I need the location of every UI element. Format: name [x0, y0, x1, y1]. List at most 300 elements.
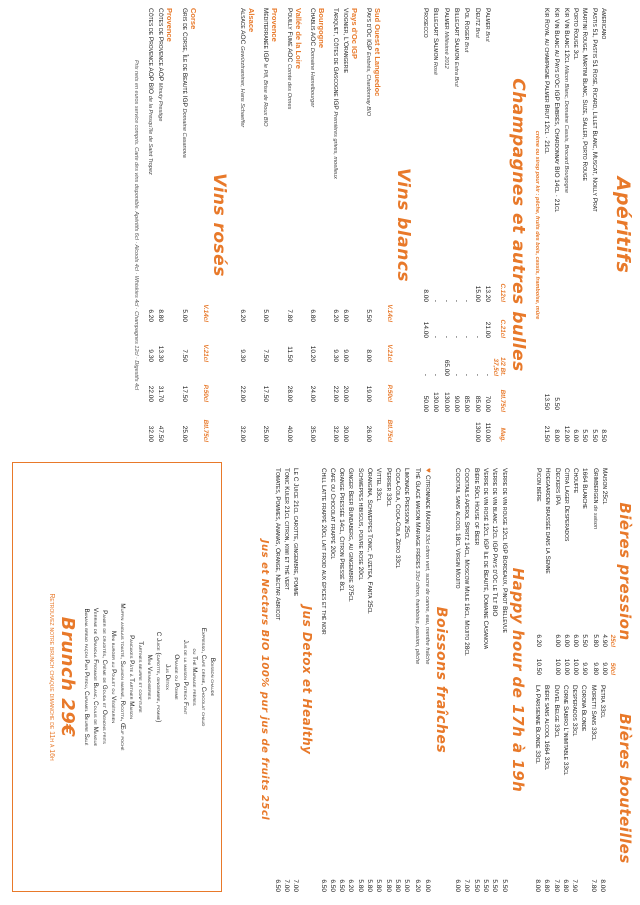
item-price: 40.00	[285, 425, 293, 442]
item-price: 14.00	[422, 321, 430, 338]
item-price: 15.00	[473, 285, 481, 302]
item-price: 6.00	[454, 879, 462, 892]
item-desc: 33cl citron vert, sucre de canne, eau, menthe fraîche	[423, 533, 430, 665]
menu-row	[330, 8, 340, 442]
item-price: 130.00	[473, 422, 481, 442]
item-price: 12.00	[562, 425, 570, 442]
item-name: Pouilly Fumé AOC Comte des Ormes	[285, 8, 293, 110]
item-price: 6.00	[341, 309, 349, 322]
item-price: 13.50	[543, 393, 551, 410]
menu-row	[374, 468, 383, 892]
region-title: Vallée de la Loire	[293, 8, 303, 69]
menu-row	[328, 468, 337, 892]
bieres-bouteilles-title: Bières bouteilles	[616, 713, 634, 864]
item-price: 7.50	[262, 349, 270, 362]
item-price: 5.80	[393, 879, 401, 892]
item-name: Picon bière	[534, 468, 542, 502]
item-name: Billecart Salmon Extra Brut	[453, 8, 461, 87]
item-name: Pol Roger Brut	[463, 8, 471, 53]
item-price: 25.00	[180, 425, 188, 442]
menu-row	[551, 8, 560, 442]
vins-blancs-list	[237, 8, 382, 442]
item-name: 1664 Blanche	[581, 468, 589, 509]
menu-row	[598, 685, 607, 892]
item-name: La Parisienne Blonde 33cl	[533, 685, 541, 764]
item-name: Chill Latte frappé 20cl lait froid aux épices et thé noir	[319, 468, 327, 635]
brunch-line: Pancakes Pâte à Tartiner Maison	[128, 635, 135, 719]
item-price: 6.20	[332, 309, 340, 322]
menu-row	[178, 8, 188, 442]
column-header: 1/2 Bt. 37,5cl	[491, 357, 506, 376]
menu-row	[561, 8, 571, 442]
item-price: 110.00	[483, 422, 491, 442]
menu-row	[421, 8, 430, 442]
item-price: -	[442, 299, 450, 302]
item-name: Hoegaarden brassée dans la Senne	[544, 468, 552, 574]
item-desc: Comte des Ormes	[285, 63, 292, 110]
item-desc: de saison	[591, 505, 598, 530]
item-price: 9.00	[341, 349, 349, 362]
item-price: 7.80	[589, 879, 597, 892]
brunch-line: Jus Détox	[164, 664, 171, 690]
item-price: 6.20	[413, 879, 421, 892]
item-price: 26.00	[364, 425, 372, 442]
brunch-line: Mini Viennoiseries	[146, 654, 153, 700]
item-name: Palmer Brut	[483, 8, 491, 42]
menu-row	[260, 8, 270, 442]
item-price: -	[463, 335, 471, 338]
item-price: 5.80	[384, 879, 392, 892]
bieres-pression-list	[534, 468, 609, 675]
column-header: V.21cl	[385, 344, 393, 362]
item-price: 7.80	[285, 309, 293, 322]
item-price: 7.00	[292, 879, 300, 892]
menu-row	[430, 8, 440, 442]
item-desc: Mâcon Blanc, Domaine Cassis, Brocard Bourgogne	[562, 65, 569, 193]
item-price: 9.30	[332, 349, 340, 362]
item-price: 5.50	[491, 879, 499, 892]
item-name: Citra Lager Desperados	[562, 468, 570, 542]
jus-list	[272, 468, 300, 892]
menu-row	[307, 8, 317, 442]
brunch-line: Panier de crudités, Crème de Gouda et Oignons frits	[101, 610, 108, 744]
column-header: 25cl	[609, 634, 616, 647]
menu-row	[589, 468, 599, 675]
item-name: Duvel Belge 33cl	[552, 685, 560, 738]
item-name: Billecart Salmon Rosé	[432, 8, 440, 75]
item-price: 85.00	[463, 395, 471, 412]
item-price: 5.50	[552, 397, 560, 410]
item-name: Moretti Sans 33cl	[589, 685, 597, 741]
item-price: 6.00	[572, 429, 580, 442]
header-spacer	[386, 8, 393, 282]
boissons-fraiches-list	[318, 468, 433, 892]
header-spacer	[202, 8, 209, 282]
item-name: Cocktails Apérol Spritz 14cl, Moscow Mule 16cl, Mojito 28cl	[463, 468, 471, 656]
item-price: 9.80	[591, 662, 599, 675]
bieres-bouteilles-list	[533, 685, 607, 892]
column-header: V.14cl	[385, 304, 393, 322]
champagnes-header	[492, 8, 506, 442]
item-name: Vittel 33cl	[375, 468, 383, 502]
brunch-line: Verrine de Granola Fromage Blanc, Coulis de Mangue	[92, 607, 99, 747]
menu-row	[561, 685, 570, 892]
item-price: 21.00	[483, 321, 491, 338]
bieres-pression-block	[533, 468, 634, 675]
item-name: Verre de vin rosé 12cl IGP Ile de Beauté, Domaine Casanova	[482, 468, 490, 650]
bieres-bouteilles-block	[533, 685, 634, 892]
menu-row	[580, 468, 589, 675]
item-price: 5.80	[591, 634, 599, 647]
menu-row	[579, 685, 588, 892]
item-price: 5.50	[590, 429, 598, 442]
menu-row	[589, 8, 598, 442]
champagnes-title: Champagnes et autres bulles	[507, 78, 528, 372]
brunch-line: C Juice (carotte, gingembre, pomme)	[155, 631, 162, 723]
region-title: Bourgogne	[316, 8, 326, 48]
menu-row	[533, 685, 542, 892]
item-desc: le Pill, Brise de Roux BIO	[262, 63, 269, 127]
item-price: 8.00	[533, 879, 541, 892]
item-name: Americano	[600, 8, 607, 40]
item-price: 6.20	[147, 309, 155, 322]
column-header: P.50cl	[385, 384, 393, 402]
menu-row	[481, 468, 490, 892]
item-name: Tonic Kuler 21cl citron, kiwi et thé vert	[282, 468, 290, 590]
item-name: Tariquet, Côtes de Gascogne IGP Premières grives, moelleux	[332, 8, 340, 179]
menu-row	[346, 468, 355, 892]
item-name: Kir Royal au champagne Palmer Brut 12cl · 21cl	[543, 8, 551, 154]
item-price: -	[453, 335, 461, 338]
item-price: 30.00	[341, 425, 349, 442]
menu-row	[237, 8, 247, 442]
item-name: Pays d'Oc IGP Embrés, Chardonnay BIO	[364, 8, 372, 117]
item-price: 5.50	[482, 879, 490, 892]
bieres-pression-title: Bières pression	[616, 502, 634, 641]
brunch-line: Muffin anglais toasté, Saumon mariné, Ricotta, Œuf poché	[119, 603, 126, 751]
item-price: 32.00	[332, 425, 340, 442]
item-price: 31.70	[157, 385, 165, 402]
brunch-footer: Retrouvez notre brunch chaque dimanche de 11h à 16h	[48, 593, 55, 761]
item-name: Verre de vin rouge 12cl IGP Bordeaux, Pinot Bellevue	[500, 468, 508, 633]
item-price: 5.80	[375, 879, 383, 892]
brunch-line: Jus de la maison Patrick Font	[182, 639, 189, 715]
heart-icon: ♥	[423, 468, 433, 475]
item-price: 9.00	[601, 662, 608, 675]
item-price: 6.20	[239, 309, 247, 322]
menu-row	[422, 468, 433, 892]
item-price: -	[463, 373, 471, 376]
item-price: 6.50	[328, 879, 336, 892]
vins-roses-header	[202, 8, 209, 442]
menu-row	[471, 8, 481, 442]
item-price: 8.00	[422, 289, 430, 302]
item-name: Grimbergen de saison	[591, 468, 599, 530]
menu-row	[365, 468, 374, 892]
item-price: -	[473, 373, 481, 376]
item-price: 8.00	[599, 879, 606, 892]
item-price: 24.00	[308, 385, 316, 402]
item-name: Desperados 33cl	[571, 685, 579, 737]
item-price: 8.00	[364, 349, 372, 362]
item-price: 8.50	[600, 429, 607, 442]
item-price: 9.30	[239, 349, 247, 362]
item-price: 6.00	[553, 634, 561, 647]
brunch-line: Banana bread façon Pain Perdu, Caramel Beurre Salé	[83, 608, 90, 746]
item-price: 8.00	[552, 429, 560, 442]
menu-row	[145, 8, 155, 442]
item-price: 10.00	[562, 658, 570, 675]
menu-row	[383, 468, 392, 892]
item-name: Coca-Cola, Coca-Cola Zéro 33cl	[393, 468, 401, 569]
menu-row	[453, 468, 462, 892]
item-price: 6.00	[562, 634, 570, 647]
item-desc: Brut	[483, 31, 490, 42]
column-header: C.21cl	[498, 319, 506, 338]
brunch-line: Mini burger au Poulet ou Végétarien	[110, 630, 117, 724]
item-price: 22.00	[332, 385, 340, 402]
column-header: P.50cl	[201, 384, 209, 402]
happy-hour-list	[453, 468, 509, 892]
item-name: ♥ Citronnade Maison 33cl citron vert, sucre de canne, eau, menthe fraîche	[423, 468, 433, 665]
item-price: 5.00	[262, 309, 270, 322]
menu-row	[551, 685, 560, 892]
menu-row	[542, 685, 551, 892]
item-name: Deckers IPA	[553, 468, 561, 506]
item-price: -	[453, 299, 461, 302]
menu-row	[570, 685, 579, 892]
item-price: 5.80	[366, 879, 374, 892]
item-desc: Domaine Casanova	[180, 108, 187, 158]
item-price: 7.80	[552, 879, 560, 892]
bieres-pression-header	[609, 468, 616, 675]
item-desc: Gewürztraminer, Hans Schaeffer	[239, 46, 246, 128]
item-name: Perrier 33cl	[384, 468, 392, 507]
menu-row	[272, 468, 281, 892]
menu-row	[482, 8, 492, 442]
item-price: -	[432, 299, 440, 302]
nectars-title: Jus et Nectars BIO 100% pur jus de fruits 25cl	[259, 539, 271, 821]
item-price: 6.20	[347, 879, 355, 892]
vins-blancs-title: Vins blancs	[392, 167, 413, 283]
brunch-line: Boisson chaude	[209, 657, 216, 697]
menu-row	[402, 468, 411, 892]
region-title: Provence	[165, 8, 175, 42]
item-name: Deutz Brut	[473, 8, 481, 38]
boissons-fraiches-title: Boissons fraîches	[432, 606, 449, 754]
item-price: 6.00	[423, 879, 431, 892]
item-price: 11.50	[285, 346, 293, 362]
aperitifs-list	[542, 8, 608, 442]
item-price: 10.00	[553, 658, 561, 675]
item-price: 7.90	[571, 879, 579, 892]
menu-row	[363, 8, 373, 442]
item-price: 5.50	[364, 309, 372, 322]
item-price: 70.00	[483, 395, 491, 412]
item-price: 20.00	[341, 385, 349, 402]
item-desc: Rosé	[432, 61, 439, 75]
menu-row	[340, 8, 349, 442]
item-name: Corona Blonde	[580, 685, 588, 732]
item-name: Verre de vin blanc 12cl IGP Pays d'Oc le Tilt BIO	[491, 468, 499, 617]
item-price: 25.00	[262, 425, 270, 442]
menu-row	[291, 468, 300, 892]
item-name: Tomates, Pommes, Ananas, Orange, Nectar Abricot	[273, 468, 281, 621]
item-price: 35.00	[308, 425, 316, 442]
menu-row	[534, 468, 543, 675]
menu-row	[588, 685, 597, 892]
item-price: 10.50	[534, 658, 542, 675]
item-price: 32.00	[147, 425, 155, 442]
column-header: Btl.75cl	[201, 419, 209, 442]
item-price: 4.90	[601, 634, 608, 647]
item-price: 32.00	[239, 425, 247, 442]
item-price: -	[432, 373, 440, 376]
menu-row	[571, 8, 580, 442]
item-price: 7.00	[282, 879, 290, 892]
menu-row	[490, 468, 499, 892]
legal-note: Prix nets en euros service compris. Carte des vins disponible. Apéritifs 6cl · Alcools 4cl · Whiskies 4cl · Champagnes 12cl · Digestifs 4cl	[132, 59, 139, 391]
menu-row	[451, 8, 461, 442]
item-name: Bière 50cl House of Beer	[472, 468, 480, 546]
brunch-box	[12, 462, 222, 892]
item-name: Palmer Millésimé 2012	[442, 8, 450, 69]
item-price: 5.50	[500, 879, 508, 892]
item-price: 5.50	[581, 634, 589, 647]
menu-row	[599, 8, 608, 442]
menu-row	[440, 8, 450, 442]
header-spacer	[492, 8, 506, 266]
item-name: Schweppes hibiscus, poivre rose 20cl	[356, 468, 364, 581]
menu-row	[155, 8, 165, 442]
item-price: 17.50	[180, 385, 188, 402]
aperitifs-note: crème ou sirop pour kir : pêche, fruits des bois, cassis, framboise, mûre	[533, 130, 540, 320]
region-title: Corse	[188, 8, 198, 30]
region-title: Pays d'Oc IGP	[349, 8, 359, 59]
menu-row	[282, 468, 291, 892]
item-price: 28.00	[285, 385, 293, 402]
item-price: 85.00	[473, 395, 481, 412]
right-column	[259, 460, 640, 900]
item-price: 21.50	[543, 425, 551, 442]
item-price: 130.00	[432, 392, 440, 412]
item-price: -	[422, 373, 430, 376]
menu-row	[499, 468, 508, 892]
item-price: 6.50	[338, 879, 346, 892]
item-desc: 33cl citron, framboise, passion, pêche	[413, 570, 420, 665]
menu-row	[580, 8, 589, 442]
item-price: 6.80	[543, 879, 551, 892]
item-name: Ginger Beer Bundaberg, au gingembre 375cl	[347, 468, 355, 602]
brunch-title: Brunch 29€	[57, 616, 78, 738]
item-name: Kir Vin Blanc 12cl Mâcon Blanc, Domaine Cassis, Brocard Bourgogne	[562, 8, 570, 193]
menu-row	[571, 468, 580, 675]
champagnes-list	[421, 8, 492, 442]
item-price: 6.80	[561, 879, 569, 892]
menu-row	[411, 468, 421, 892]
item-price: 47.50	[157, 425, 165, 442]
item-price: 9.90	[581, 662, 589, 675]
item-price: 9.30	[147, 349, 155, 362]
item-price: -	[453, 373, 461, 376]
item-price: 7.50	[180, 349, 188, 362]
item-price: 90.00	[453, 395, 461, 412]
item-name: Chouffe	[572, 468, 580, 494]
item-name: Viognier, L'Orangerie	[341, 8, 349, 74]
column-header: 50cl	[609, 662, 616, 675]
item-name: Corne Sabiro L'inimitable 33cl	[561, 685, 569, 776]
item-price: -	[442, 335, 450, 338]
item-name: Alsace AOC Gewürztraminer, Hans Schaeffer	[239, 8, 247, 128]
aperitifs-title: Apéritifs	[612, 176, 634, 274]
column-header: V.21cl	[201, 344, 209, 362]
item-price: -	[432, 335, 440, 338]
region-title: Alsace	[247, 8, 257, 33]
item-price: 6.50	[273, 879, 281, 892]
item-name: Orange Pressée 14cl, Citron Pressé 8cl	[338, 468, 346, 592]
item-price: 22.00	[147, 385, 155, 402]
item-price: 5.80	[356, 879, 364, 892]
item-price: 13.20	[483, 285, 491, 302]
column-header: C.12cl	[498, 283, 506, 302]
item-price: -	[463, 299, 471, 302]
menu-row	[462, 468, 471, 892]
item-price: 22.00	[239, 385, 247, 402]
item-desc: Millésimé 2012	[442, 31, 449, 69]
item-desc: Minuty Prestige	[157, 82, 164, 122]
item-name: Petra 33cl	[599, 685, 606, 719]
menu-row	[337, 468, 346, 892]
item-price: 10.00	[572, 658, 580, 675]
item-name: Bière sans alcool 1664 33cl	[543, 685, 551, 771]
item-name: Martini Rouge, Martini Blanc, Suze, Saller, Porto Rouge	[581, 8, 589, 181]
menu-row	[600, 468, 609, 675]
item-price: 10.20	[308, 345, 316, 362]
item-price: 6.00	[572, 634, 580, 647]
brunch-line: ou Thé Mariage frères	[191, 648, 198, 706]
bieres-block	[533, 468, 634, 892]
item-name: Côtes de Provence AOP BIO de la Presqu'île de Saint Tropez	[147, 8, 155, 175]
vins-roses-list	[145, 8, 198, 442]
brunch-line: Orange ou Pomme	[173, 654, 180, 700]
item-price: 19.00	[364, 385, 372, 402]
item-name: Chablis AOC Domaine Hamelbourger	[308, 8, 316, 108]
item-price: 13.30	[157, 345, 165, 362]
item-price: 65.00	[442, 359, 450, 376]
region-title: Provence	[270, 8, 280, 42]
item-price: 5.00	[180, 309, 188, 322]
item-price: 8.80	[157, 309, 165, 322]
item-price: 6.20	[534, 634, 542, 647]
item-name: Gris de Corse, Île de Beauté IGP Domaine Casanova	[180, 8, 188, 158]
brunch-lines	[82, 473, 217, 881]
menu-row	[552, 468, 561, 675]
menu-row	[543, 468, 552, 675]
brunch-line: Tartines beurre et confiture	[137, 641, 144, 713]
item-price: 6.50	[319, 879, 327, 892]
item-price: 50.00	[422, 395, 430, 412]
item-desc: Embrés, Chardonnay BIO	[364, 52, 371, 117]
header-spacer	[609, 468, 616, 619]
happy-hour-title: Happy hour de 17h à 19h	[508, 567, 527, 793]
item-price: 6.80	[308, 309, 316, 322]
menu-row	[461, 8, 471, 442]
item-name: Pastis 51, Pastis 51 Rosé, Ricard, Lillet Blanc, Muscat, Noilly Prat	[590, 8, 598, 212]
item-name: Kir Vin Blanc au Pays d'Oc IGP Embrés, Chardonnay BIO 14cl · 21cl	[552, 8, 560, 213]
item-price: 17.50	[262, 385, 270, 402]
menu-row	[283, 8, 293, 442]
left-column	[133, 0, 640, 450]
